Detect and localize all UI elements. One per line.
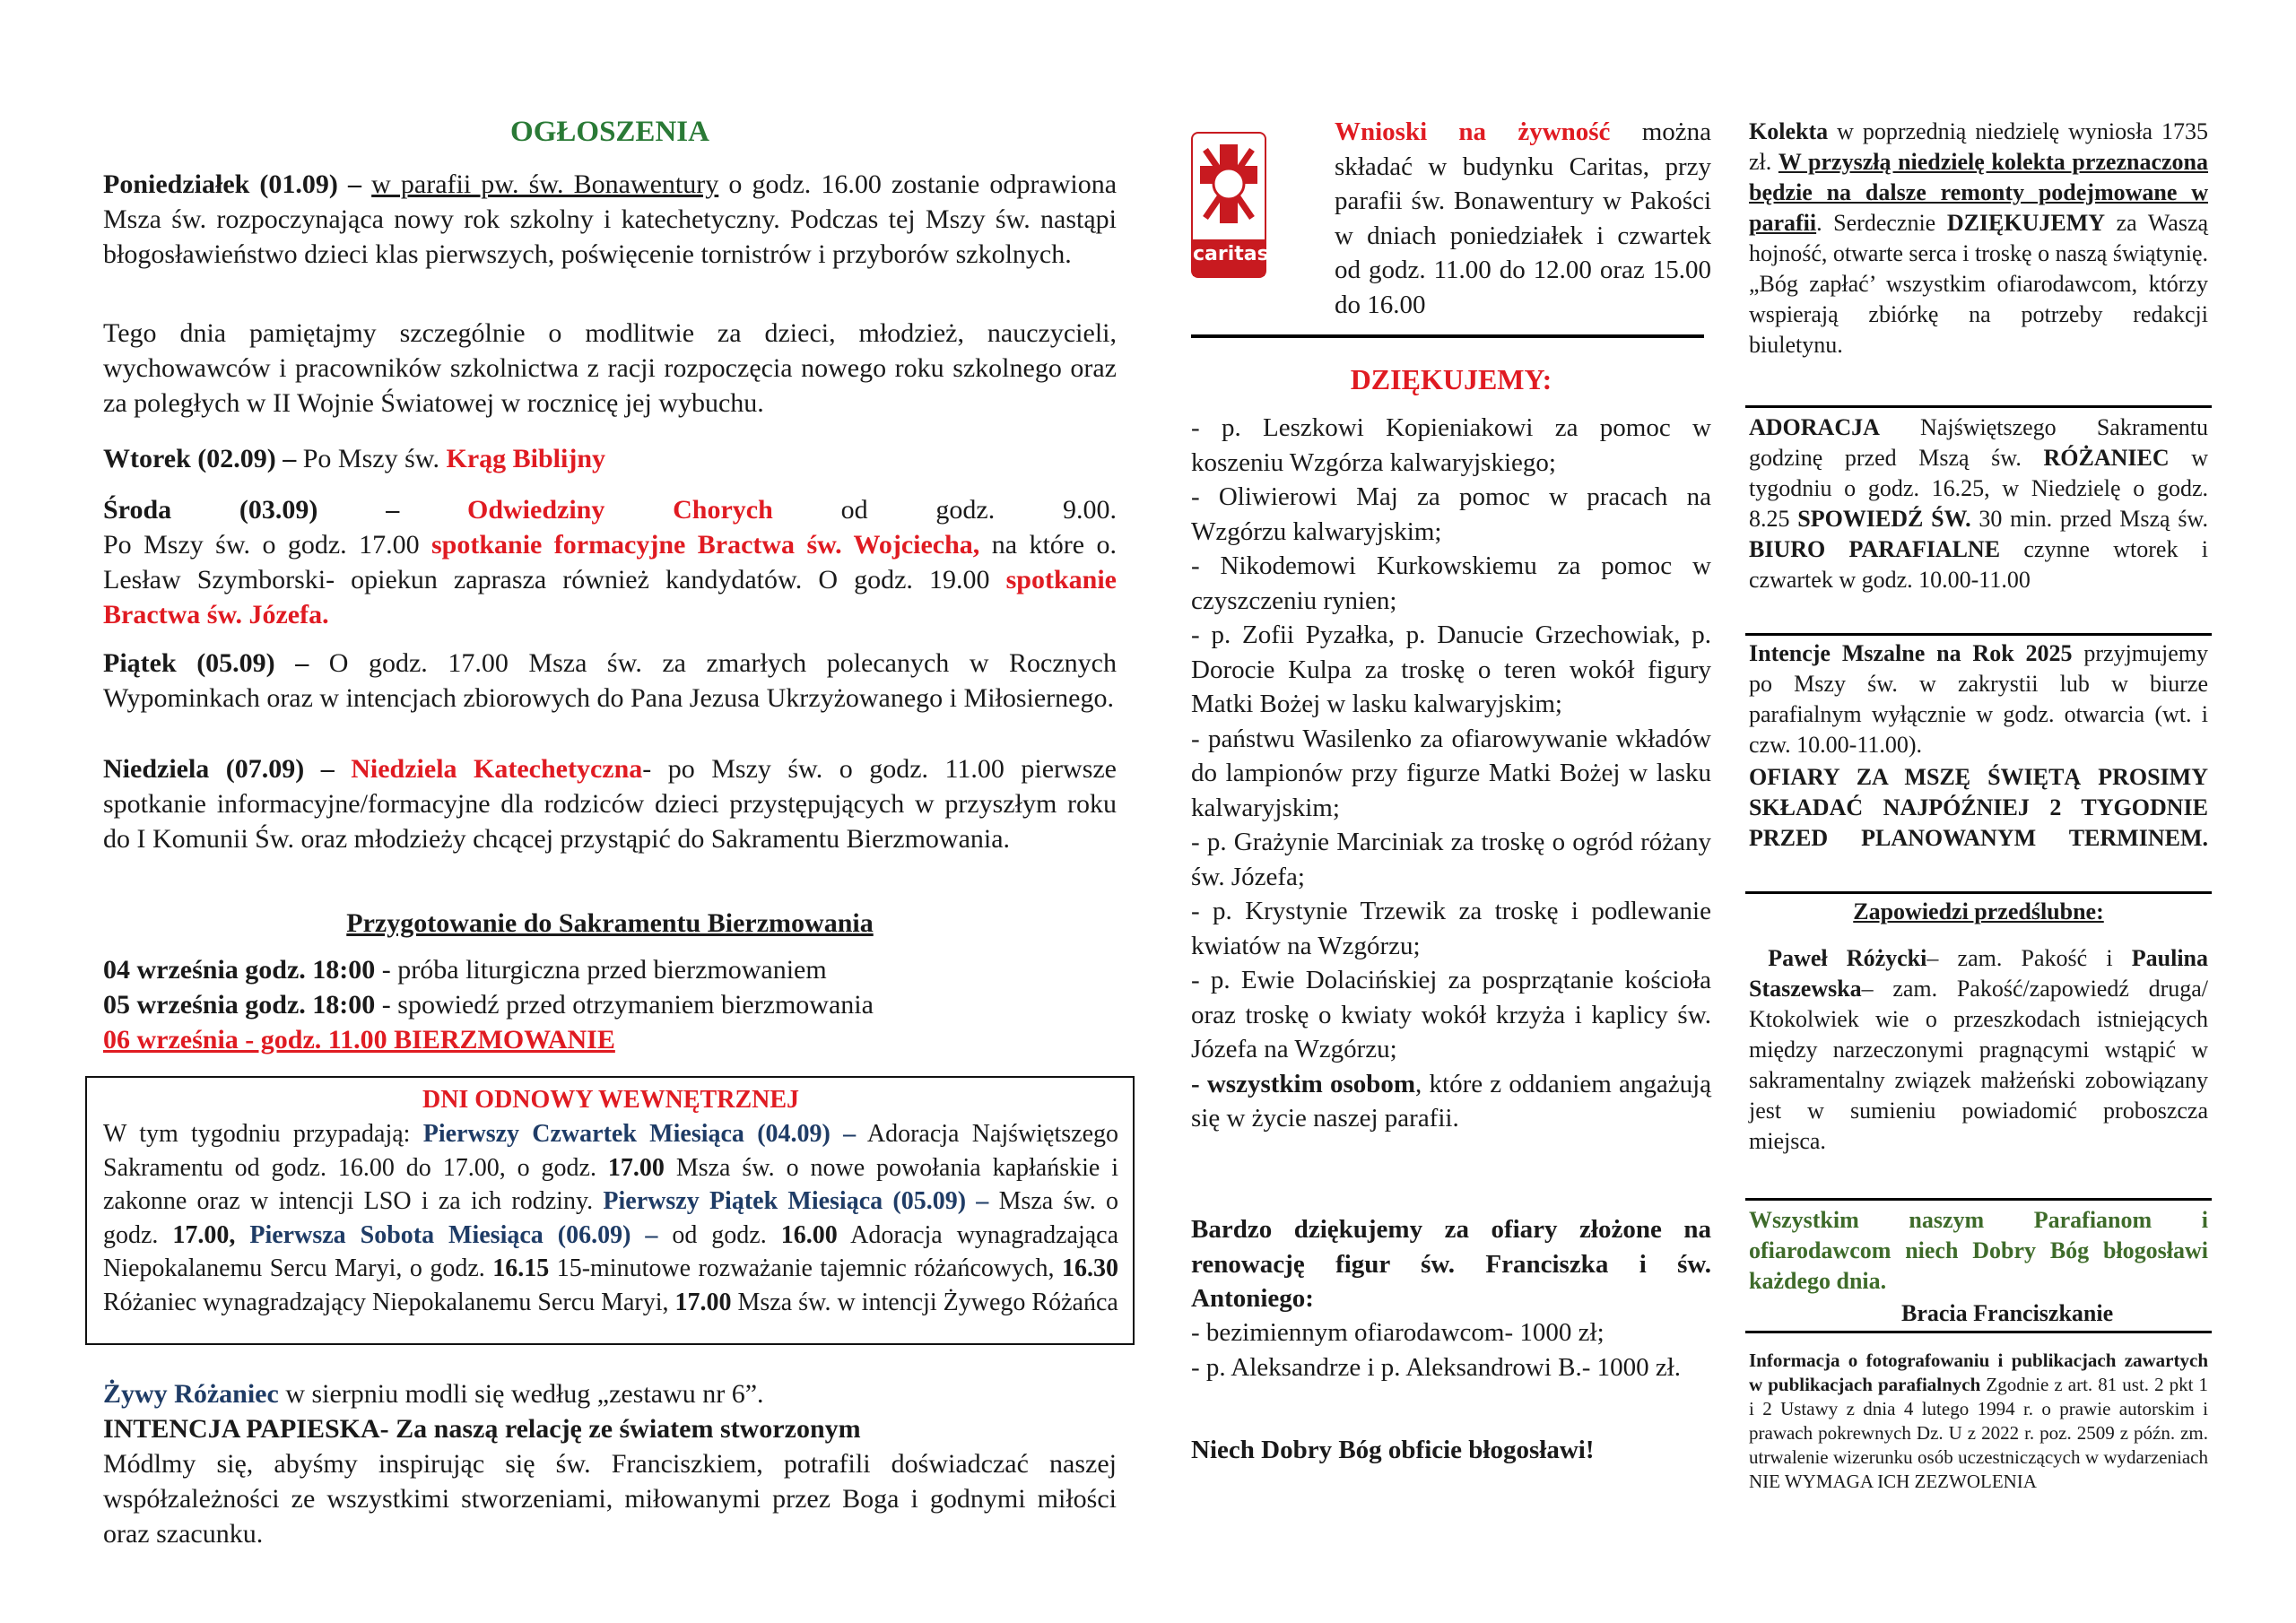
intentions-text: przyjmujemy po Mszy św. w zakrystii lub w biurze parafialnym wyłącznie w godz. otwarcia (wt. i czw. 10.00-11.00). xyxy=(1749,640,2209,758)
renewal-time-d: 17.00 xyxy=(607,1153,665,1182)
renewal-days-box xyxy=(85,1076,1135,1345)
friday-text: O godz. 17.00 Msza św. za zmarłych polecanych w Rocznych Wypominkach oraz w intencjach zbiorowych do Pana Jezusa Ukrzyżowanego i Miłosiernego. xyxy=(103,648,1117,713)
renewal-text-f: Msza św. o godz. xyxy=(103,1187,1119,1249)
monday-heading: Poniedziałek (01.09) – xyxy=(103,169,362,199)
wednesday-highlight-2: spotkanie formacyjne Bractwa św. Wojciecha, xyxy=(430,530,980,560)
adoration-text: Najświętszego Sakramentu godzinę przed Mszą św. xyxy=(1749,414,2209,471)
renewal-title xyxy=(103,1085,1118,1115)
tuesday-paragraph xyxy=(103,441,1117,476)
divider-intentions xyxy=(1745,891,2212,894)
collection-text: w poprzednią niedzielę wyniosła 1735 zł. xyxy=(1749,118,2208,175)
signature-text: Bracia Franciszkanie xyxy=(1901,1300,2114,1326)
thanks-list xyxy=(1191,411,1711,1136)
thanks-item: - p. Ewie Dolacińskiej za posprzątanie kościoła oraz troskę o kwiaty wokół krzyża i kaplicy św. Józefa na Wzgórzu; xyxy=(1191,966,1711,1063)
wednesday-highlight-3: spotkanie Bractwa św. Józefa. xyxy=(103,565,1117,629)
collection-heading: Kolekta xyxy=(1749,118,1829,144)
schedule-paragraph xyxy=(1749,412,2208,595)
offer-line-2 xyxy=(1191,1350,1711,1385)
divider-caritas xyxy=(1191,334,1704,338)
intentions-heading: Intencje Mszalne na Rok 2025 xyxy=(1749,640,2073,666)
divider-wish xyxy=(1745,1331,2212,1333)
renewal-text-o: Różaniec wynagradzający Niepokalanemu Sercu Maryi, xyxy=(103,1288,669,1316)
thanks-item: - p. Krystynie Trzewik za troskę i podlewanie kwiatów na Wzgórzu; xyxy=(1191,897,1711,960)
renewal-saturday: Pierwsza Sobota Miesiąca (06.09) – xyxy=(249,1220,658,1249)
rosary-schedule-text: w tygodniu o godz. 16.25, w Niedzielę o godz. 8.25 xyxy=(1749,445,2209,532)
tuesday-highlight: Krąg Biblijny xyxy=(446,444,606,473)
groom-name: Paweł Różycki xyxy=(1768,945,1927,971)
sunday-highlight: Niedziela Katechetyczna xyxy=(351,754,643,784)
thanks-title: DZIĘKUJEMY: xyxy=(1350,363,1552,395)
thanks-item: - Nikodemowi Kurkowskiemu za pomoc w czyszczeniu rynien; xyxy=(1191,551,1711,615)
wednesday-text-1: od godz. 9.00. xyxy=(840,495,1118,525)
banns-heading xyxy=(1749,897,2208,927)
papal-paragraph xyxy=(103,1446,1117,1551)
renewal-thursday: Pierwszy Czwartek Miesiąca (04.09) – xyxy=(422,1120,857,1148)
confirmation-heading xyxy=(103,906,1117,941)
food-paragraph xyxy=(1335,115,1711,322)
confirmation-text-2: - spowiedź przed otrzymaniem bierzmowania xyxy=(381,990,874,1020)
renewal-time-p: 17.00 xyxy=(674,1288,732,1316)
caritas-logo xyxy=(1191,132,1269,278)
renewal-text-k: Adoracja wynagradzająca Niepokalanemu Sercu Maryi, o godz. xyxy=(103,1220,1119,1283)
renewal-intro: W tym tygodniu przypadają: xyxy=(103,1120,411,1148)
tuesday-text: Po Mszy św. xyxy=(302,444,439,473)
offer-text-1: - bezimiennym ofiarodawcom- 1000 zł; xyxy=(1191,1318,1605,1347)
monday-prayer-paragraph xyxy=(103,316,1117,421)
papal-heading xyxy=(103,1411,1117,1446)
monday-place: w parafii pw. św. Bonawentury xyxy=(371,169,719,199)
offer-line-1 xyxy=(1191,1315,1711,1350)
offerings-notice-text: OFIARY ZA MSZĘ ŚWIĘTĄ PROSIMY SKŁADAĆ NAJPÓŹNIEJ 2 TYGODNIE PRZED PLANOWANYM TERMINEM. xyxy=(1749,764,2208,851)
confession-text: 30 min. przed Mszą św. xyxy=(1979,506,2209,532)
confirmation-line-1 xyxy=(103,952,1117,987)
friday-heading: Piątek (05.09) – xyxy=(103,648,309,678)
renewal-text-c: Adoracja Najświętszego Sakramentu od godz. 16.00 do 17.00, o godz. xyxy=(103,1120,1119,1182)
info-text: Zgodnie z art. 81 ust. 2 pkt 1 i 2 Ustawy z dnia 4 lutego 1994 r. o prawie autorskim i prawach pokrewnych Dz. U z 2022 r. poz. 2509 z późn. zm. utrwalenie wizerunku osób uczestniczących w wydarzeniach NIE WYMAGA ICH ZEZWOLENIA xyxy=(1749,1374,2209,1492)
rosary-schedule-heading: RÓŻANIEC xyxy=(2043,445,2170,471)
papal-title: INTENCJA PAPIESKA- Za naszą relację ze światem stworzonym xyxy=(103,1414,861,1444)
groom-text: – zam. Pakość i xyxy=(1926,945,2113,971)
confirmation-date-1: 04 września godz. 18:00 xyxy=(103,955,376,985)
blessing-line xyxy=(1191,1433,1711,1468)
office-text: czynne wtorek i czwartek w godz. 10.00-11.00 xyxy=(1749,536,2208,593)
confirmation-date-3: 06 września - godz. 11.00 BIERZMOWANIE xyxy=(103,1025,615,1055)
collection-text-3: za Waszą hojność, otwarte serca i troskę o naszą świątynię. „Bóg zapłać’ wszystkim ofiarodawcom, którzy wspierają zbiórkę na potrzeby redakcji biuletynu. xyxy=(1749,210,2209,358)
wish-paragraph xyxy=(1749,1205,2208,1297)
monday-text: o godz. 16.00 zostanie odprawiona Msza św. rozpoczynająca nowy rok szkolny i katechetyczny. Podczas tej Mszy św. nastąpi błogosławieństwo dzieci klas pierwszych, poświęcenie tornistrów i przyborów szkolnych. xyxy=(103,169,1118,269)
monday-prayer-text: Tego dnia pamiętajmy szczególnie o modlitwie za dzieci, młodzież, nauczycieli, wychowawców i pracowników szkolnictwa z racji rozpoczęcia nowego roku szkolnego oraz za poległych w II Wojnie Światowej w rocznicę jej wybuchu. xyxy=(103,318,1117,418)
thanks-item-last xyxy=(1191,1067,1711,1136)
confirmation-line-3 xyxy=(103,1022,1117,1057)
thanks-item: - p. Leszkowi Kopieniakowi za pomoc w koszeniu Wzgórza kalwaryjskiego; xyxy=(1191,413,1711,477)
wednesday-line-1 xyxy=(103,492,1117,527)
wednesday-text-3: na które o. Lesław Szymborski- opiekun zaprasza również kandydatów. xyxy=(103,530,1117,595)
collection-paragraph xyxy=(1749,117,2208,360)
page-title xyxy=(103,115,1117,150)
thanks-last-bold: - wszystkim osobom xyxy=(1191,1069,1416,1098)
adoration-heading: ADORACJA xyxy=(1749,414,1880,440)
thanks-item: - p. Zofii Pyzałka, p. Danucie Grzechowiak, p. Dorocie Kulpa za troskę o teren wokół figury Matki Bożej w lasku kalwaryjskim; xyxy=(1191,621,1711,718)
offerings-notice xyxy=(1749,762,2208,854)
renewal-time-g: 17.00, xyxy=(172,1220,236,1249)
papal-text: Módlmy się, abyśmy inspirując się św. Franciszkiem, potrafili doświadczać naszej współzależności ze wszystkimi stworzeniami, miłowanymi przez Boga i godnymi miłości oraz szacunku. xyxy=(103,1449,1117,1549)
renewal-text-e: Msza św. o nowe powołania kapłańskie i zakonne oraz w intencji LSO i za ich rodziny. xyxy=(103,1153,1119,1216)
renewal-time-i: 16.00 xyxy=(780,1220,838,1249)
confirmation-line-2 xyxy=(103,987,1117,1022)
renewal-time-l: 16.15 xyxy=(492,1254,550,1283)
wednesday-heading: Środa (03.09) – xyxy=(103,495,400,525)
divider-schedule xyxy=(1745,633,2212,636)
thanks-last-text: , które z oddaniem angażują się w życie naszej parafii. xyxy=(1191,1069,1711,1133)
intentions-paragraph xyxy=(1749,638,2208,760)
food-heading: Wnioski na żywność xyxy=(1335,117,1611,146)
offer-title: Bardzo dziękujemy za ofiary złożone na renowację figur św. Franciszka i św. Antoniego: xyxy=(1191,1215,1711,1313)
offer-text-2: - p. Aleksandrze i p. Aleksandrowi B.- 1000 zł. xyxy=(1191,1353,1682,1382)
collection-text-2: . Serdecznie xyxy=(1816,210,1936,236)
renewal-text-h: od godz. xyxy=(672,1220,767,1249)
renewal-title-text: DNI ODNOWY WEWNĘTRZNEJ xyxy=(422,1086,800,1114)
renewal-text-m: 15-minutowe rozważanie tajemnic różańcowych, xyxy=(556,1254,1055,1283)
info-heading: Informacja o fotografowaniu i publikacjach zawartych w publikacjach parafialnych xyxy=(1749,1350,2208,1395)
collection-next: W przyszłą niedzielę kolekta przeznaczona będzie na dalsze remonty podejmowane w parafii xyxy=(1749,149,2209,236)
confirmation-title: Przygotowanie do Sakramentu Bierzmowania xyxy=(346,908,874,938)
monday-paragraph xyxy=(103,167,1117,272)
wednesday-paragraph xyxy=(103,527,1117,632)
rosary-text: w sierpniu modli się według „zestawu nr 6”. xyxy=(285,1379,764,1409)
wish-text: Wszystkim naszym Parafianom i ofiarodawcom niech Dobry Bóg błogosławi każdego dnia. xyxy=(1749,1207,2208,1294)
signature xyxy=(1901,1298,2208,1329)
rosary-heading: Żywy Różaniec xyxy=(103,1379,279,1409)
divider-collection xyxy=(1745,405,2212,408)
title-text: OGŁOSZENIA xyxy=(510,116,709,148)
info-paragraph xyxy=(1749,1349,2208,1494)
banns-paragraph xyxy=(1749,943,2208,1157)
thanks-heading xyxy=(1191,362,1711,397)
food-text: można składać w budynku Caritas, przy parafii św. Bonawentury w Pakości w dniach poniedziałek i czwartek od godz. 11.00 do 12.00 oraz 15.00 do 16.00 xyxy=(1335,117,1711,319)
caritas-logo-text: caritas xyxy=(1193,243,1269,265)
confirmation-text-1: - próba liturgiczna przed bierzmowaniem xyxy=(381,955,827,985)
divider-banns xyxy=(1745,1198,2212,1201)
thanks-item: - Oliwierowi Maj za pomoc w pracach na Wzgórzu kalwaryjskim; xyxy=(1191,482,1711,546)
office-heading: BIURO PARAFIALNE xyxy=(1749,536,2001,562)
thanks-item: - p. Grażynie Marciniak za troskę o ogród różany św. Józefa; xyxy=(1191,828,1711,891)
sunday-paragraph xyxy=(103,751,1117,856)
renewal-paragraph xyxy=(103,1117,1118,1320)
offer-heading xyxy=(1191,1212,1711,1316)
thanks-item: - państwu Wasilenko za ofiarowywanie wkładów do lampionów przy figurze Matki Bożej w lasku kalwaryjskim; xyxy=(1191,724,1711,822)
renewal-friday: Pierwszy Piątek Miesiąca (05.09) – xyxy=(603,1187,989,1216)
blessing-text: Niech Dobry Bóg obficie błogosławi! xyxy=(1191,1436,1595,1464)
tuesday-heading: Wtorek (02.09) – xyxy=(103,444,297,473)
renewal-text-q: Msza św. w intencji Żywego Różańca xyxy=(737,1288,1118,1316)
sunday-heading: Niedziela (07.09) – xyxy=(103,754,335,784)
wednesday-highlight-1: Odwiedziny Chorych xyxy=(467,495,773,525)
confirmation-date-2: 05 września godz. 18:00 xyxy=(103,990,376,1020)
renewal-time-n: 16.30 xyxy=(1062,1254,1118,1283)
bride-name: Paulina Staszewska xyxy=(1749,945,2209,1002)
wednesday-text-4: O godz. 19.00 xyxy=(818,565,990,595)
friday-paragraph xyxy=(103,646,1117,716)
rosary-line xyxy=(103,1376,1117,1411)
banns-title: Zapowiedzi przedślubne: xyxy=(1853,898,2104,924)
bride-text: – zam. Pakość/zapowiedź druga/ Ktokolwiek wie o przeszkodach istniejących między narzeczonymi pragnącymi wstąpić w sakramentalny związek małżeński zobowiązany jest w sumieniu powiadomić proboszcza miejsca. xyxy=(1749,976,2208,1154)
wednesday-text-2: Po Mszy św. o godz. 17.00 xyxy=(103,530,420,560)
confession-heading: SPOWIEDŹ ŚW. xyxy=(1797,506,1971,532)
collection-thanks: DZIĘKUJEMY xyxy=(1946,210,2106,236)
sunday-text: - po Mszy św. o godz. 11.00 pierwsze spotkanie informacyjne/formacyjne dla rodziców dzieci przystępujących w przyszłym roku do I Komunii Św. oraz młodzieży chcącej przystąpić do Sakramentu Bierzmowania. xyxy=(103,754,1118,854)
